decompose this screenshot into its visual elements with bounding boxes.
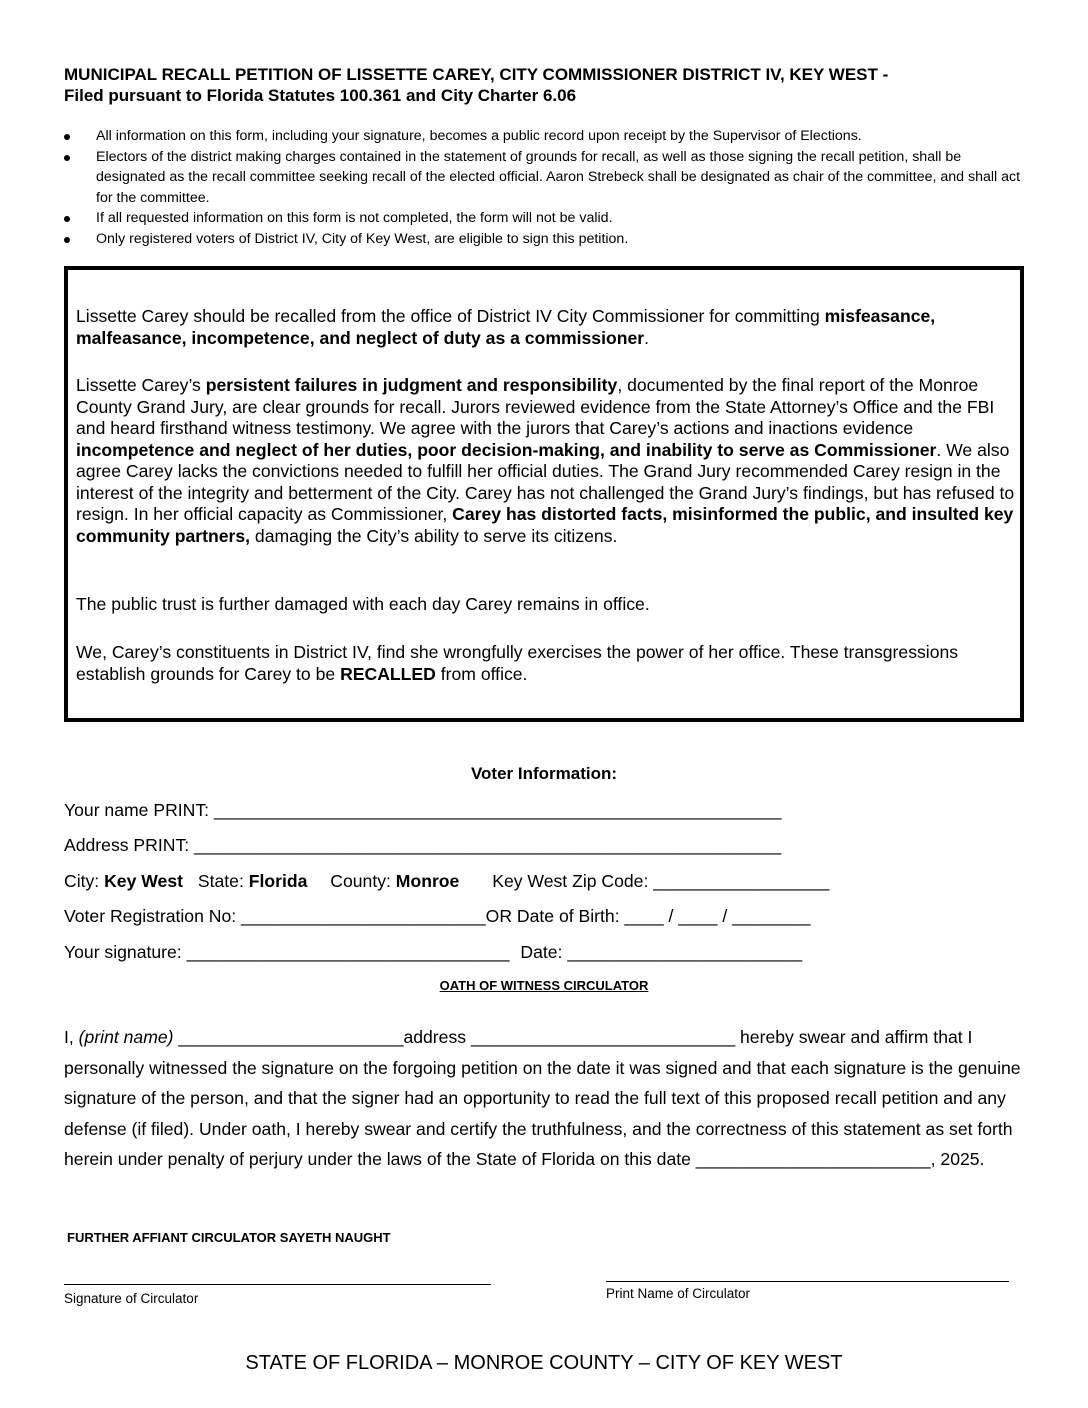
statement-paragraph-1: Lissette Carey should be recalled from the office of District IV City Commissioner for committing misfeasance, malfeasance, incompetence, and neglect of duty as a commissioner. (76, 306, 936, 348)
bullet-icon (64, 155, 70, 161)
signature-field[interactable]: _________________________________ (186, 942, 510, 962)
signature-row (64, 942, 802, 963)
circulator-print-name-line[interactable] (606, 1281, 1009, 1282)
date-field[interactable]: ________________________ (567, 942, 803, 962)
name-label: Your name PRINT: (64, 800, 214, 820)
county-value: Monroe (395, 871, 460, 891)
signature-label: Your signature: (64, 942, 187, 962)
voter-info-heading: Voter Information: (470, 764, 618, 783)
name-row (64, 800, 781, 821)
dob-label: OR Date of Birth: (485, 906, 625, 926)
list-item (64, 208, 1034, 229)
registration-field[interactable]: _________________________ (241, 906, 486, 926)
state-label: State: (197, 871, 249, 891)
bullet-icon (64, 216, 70, 222)
recall-statement-box (64, 266, 1024, 722)
statement-paragraph-4: We, Carey’s constituents in District IV, find she wrongfully exercises the power of her office. These transgressions establish grounds for Carey to be RECALLED from office. (76, 642, 959, 684)
page-footer: STATE OF FLORIDA – MONROE COUNTY – CITY OF KEY WEST (245, 1352, 843, 1374)
circulator-print-name-label: Print Name of Circulator (606, 1286, 751, 1301)
address-label: Address PRINT: (64, 835, 195, 855)
list-item (64, 229, 1034, 250)
zip-label: Key West Zip Code: (492, 871, 654, 891)
location-row (64, 871, 829, 892)
city-label: City: (64, 871, 105, 891)
zip-field[interactable]: __________________ (653, 871, 830, 891)
circulator-signature-label: Signature of Circulator (64, 1291, 199, 1306)
circulator-signature-line[interactable] (64, 1284, 491, 1285)
title-line-1: MUNICIPAL RECALL PETITION OF LISSETTE CAREY, CITY COMMISSIONER DISTRICT IV, KEY WEST - (64, 65, 889, 84)
title-line-2: Filed pursuant to Florida Statutes 100.361 and City Charter 6.06 (64, 86, 577, 105)
instruction-text: If all requested information on this form is not completed, the form will not be valid. (96, 210, 613, 226)
state-value: Florida (248, 871, 308, 891)
instructions-list (64, 126, 1034, 249)
list-item (64, 147, 1034, 209)
registration-row (64, 906, 810, 927)
oath-text: I, (print name) _______________________address ___________________________ hereby swear and affirm that I personally witnessed the signature on the forgoing petition on the date it was signed and that each signature is the genuine signature of the person, and that the signer had an opportunity to read the full text of this proposed recall petition and any defense (if filed). Under oath, I hereby swear and certify the truthfulness, and the correctness of this statement as set forth herein under penalty of perjury under the laws of the State of Florida on this date ________________________, 2025. (64, 1027, 1021, 1169)
statement-paragraph-3: The public trust is further damaged with each day Carey remains in office. (76, 594, 650, 614)
petition-title (64, 64, 1044, 106)
bullet-icon (64, 237, 70, 243)
further-affiant-text: FURTHER AFFIANT CIRCULATOR SAYETH NAUGHT (67, 1230, 391, 1245)
bullet-icon (64, 134, 70, 140)
instruction-text: Only registered voters of District IV, City of Key West, are eligible to sign this petition. (96, 230, 629, 247)
address-row (64, 835, 781, 856)
list-item (64, 126, 1034, 147)
statement-paragraph-2: Lissette Carey’s persistent failures in judgment and responsibility, documented by the final report of the Monroe County Grand Jury, are clear grounds for recall. Jurors reviewed evidence from the State Attorney’s Office and the FBI and heard firsthand witness testimony. We agree with the jurors that Carey’s actions and inactions evidence incompetence and neglect of her duties, poor decision-making, and inability to serve as Commissioner. We also agree Carey lacks the convictions needed to fulfill her official duties. The Grand Jury recommended Carey resign in the interest of the integrity and betterment of the City. Carey has not challenged the Grand Jury’s findings, but has refused to resign. In her official capacity as Commissioner, Carey has distorted facts, misinformed the public, and insulted key community partners, damaging the City’s ability to serve its citizens. (76, 375, 1015, 546)
instruction-text: Electors of the district making charges contained in the statement of grounds for recall, as well as those signing the recall petition, shall be designated as the recall committee seeking recall of the elected official. Aaron Strebeck shall be designated as chair of the committee, and shall act for the committee. (96, 148, 1021, 206)
registration-label: Voter Registration No: (64, 906, 242, 926)
address-field[interactable]: ____________________________________________________________ (194, 835, 782, 855)
name-field[interactable]: __________________________________________________________ (213, 800, 782, 820)
oath-heading: OATH OF WITNESS CIRCULATOR (439, 978, 649, 993)
instruction-text: All information on this form, including your signature, becomes a public record upon receipt by the Supervisor of Elections. (96, 128, 862, 144)
county-label: County: (330, 871, 396, 891)
date-label: Date: (520, 942, 568, 962)
city-value: Key West (104, 871, 183, 891)
dob-field[interactable]: ____ / ____ / ________ (624, 906, 811, 926)
